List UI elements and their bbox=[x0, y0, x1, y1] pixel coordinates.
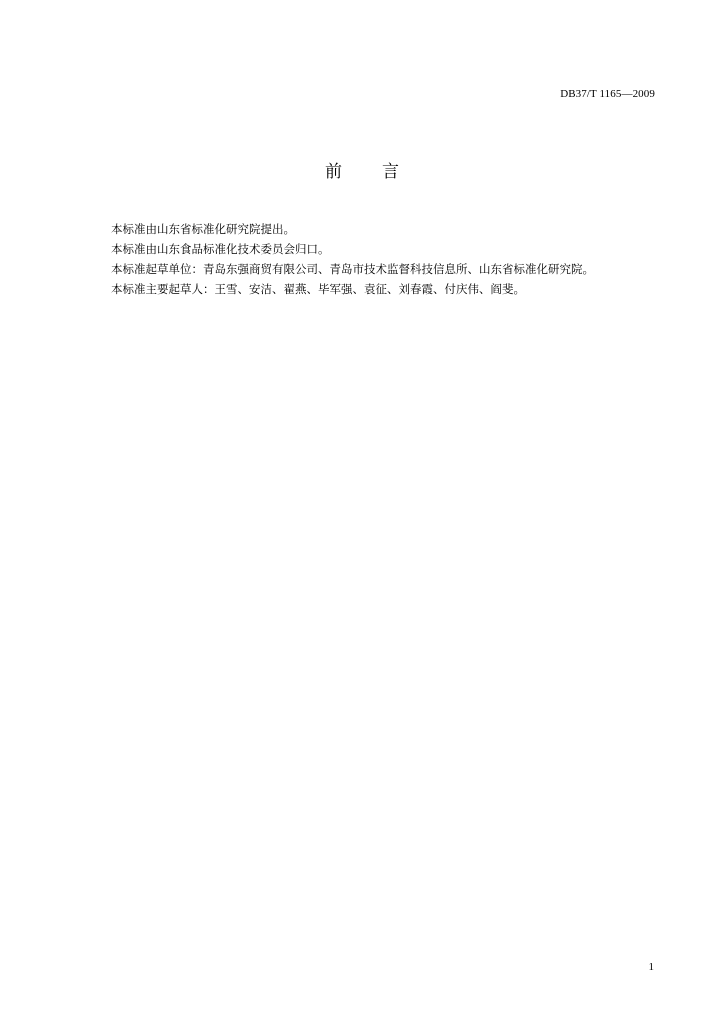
foreword-line-responsible: 本标准由山东食品标准化技术委员会归口。 bbox=[111, 242, 330, 256]
page-title bbox=[0, 157, 724, 182]
title-char-2: 言 bbox=[382, 162, 399, 182]
foreword-line-drafting-units: 本标准起草单位：青岛东强商贸有限公司、青岛市技术监督科技信息所、山东省标准化研究院。 bbox=[111, 262, 594, 276]
foreword-body bbox=[111, 219, 594, 299]
page-number: 1 bbox=[648, 961, 654, 973]
foreword-line-drafters: 本标准主要起草人：王雪、安洁、翟燕、毕军强、袁征、刘春霞、付庆伟、阎斐。 bbox=[111, 282, 525, 296]
standard-code: DB37/T 1165—2009 bbox=[560, 88, 655, 100]
title-char-1: 前 bbox=[325, 162, 342, 182]
foreword-line-proposer: 本标准由山东省标准化研究院提出。 bbox=[111, 222, 295, 236]
